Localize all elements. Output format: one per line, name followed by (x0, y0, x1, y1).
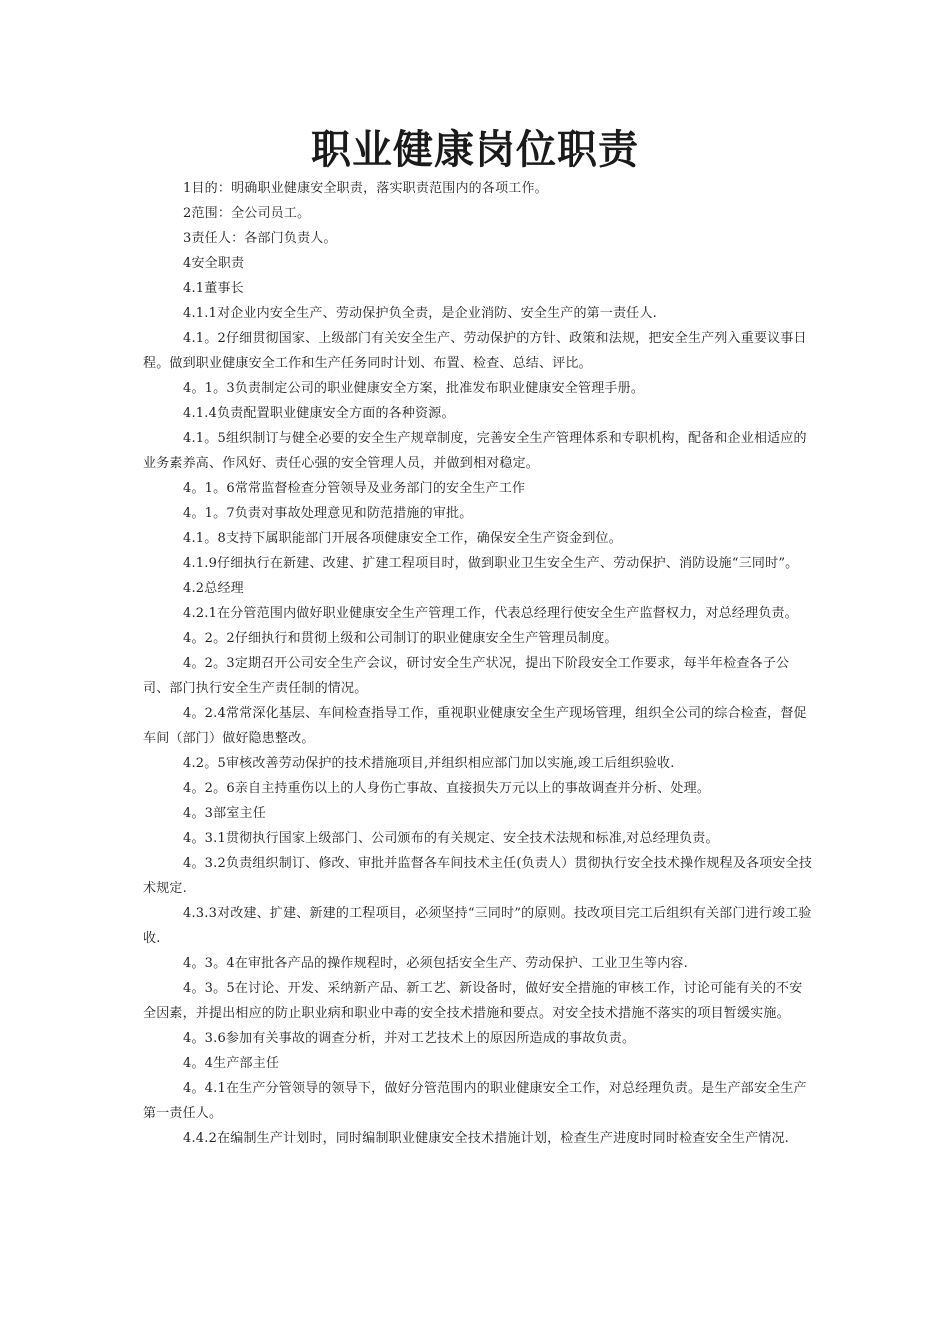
paragraph: 4。3。4在审批各产品的操作规程时，必须包括安全生产、劳动保护、工业卫生等内容. (183, 956, 688, 971)
paragraph: 4。4生产部主任 (183, 1056, 280, 1071)
paragraph: 4。2。2仔细执行和贯彻上级和公司制订的职业健康安全生产管理员制度。 (183, 631, 618, 646)
paragraph: 4。3.6参加有关事故的调查分析，并对工艺技术上的原因所造成的事故负责。 (183, 1031, 636, 1046)
paragraph: 1目的：明确职业健康安全职责，落实职责范围内的各项工作。 (183, 181, 548, 196)
paragraph: 4.1.4负责配置职业健康安全方面的各种资源。 (183, 406, 455, 421)
paragraph: 4。1。7负责对事故处理意见和防范措施的审批。 (183, 506, 473, 521)
paragraph: 4。3部室主任 (183, 806, 266, 821)
paragraph: 4。1。3负责制定公司的职业健康安全方案，批准发布职业健康安全管理手册。 (183, 381, 645, 396)
document-title: 职业健康岗位职责 (311, 127, 639, 173)
paragraph: 4.1.1对企业内安全生产、劳动保护负全责，是企业消防、安全生产的第一责任人. (183, 306, 658, 321)
paragraph: 4.1。5组织制订与健全必要的安全生产规章制度，完善安全生产管理体系和专职机构，配备和企业相适应的业务素养高、作风好、责任心强的安全管理人员，并做到相对稳定。 (143, 431, 807, 471)
paragraph: 4.1。2仔细贯彻国家、上级部门有关安全生产、劳动保护的方针、政策和法规，把安全生产列入重要议事日程。做到职业健康安全工作和生产任务同时计划、布置、检查、总结、评比。 (143, 331, 807, 371)
paragraph: 4。3.1贯彻执行国家上级部门、公司颁布的有关规定、安全技术法规和标准,对总经理负责。 (183, 831, 719, 846)
paragraph: 4.2.1在分管范围内做好职业健康安全生产管理工作，代表总经理行使安全生产监督权力，对总经理负责。 (183, 606, 798, 621)
paragraph: 4.4.2在编制生产计划时，同时编制职业健康安全技术措施计划，检查生产进度时同时检查安全生产情况. (183, 1131, 790, 1146)
paragraph: 4.3.3对改建、扩建、新建的工程项目，必须坚持“三同时”的原则。技改项目完工后组织有关部门进行竣工验收. (143, 906, 812, 946)
paragraph: 4。2.4常常深化基层、车间检查指导工作，重视职业健康安全生产现场管理，组织全公司的综合检查，督促车间（部门）做好隐患整改。 (143, 706, 807, 746)
paragraph: 4。2。6亲自主持重伤以上的人身伤亡事故、直接损失万元以上的事故调查并分析、处理。 (183, 781, 711, 796)
paragraph: 4.1。8支持下属职能部门开展各项健康安全工作，确保安全生产资金到位。 (183, 531, 622, 546)
paragraph: 4。3.2负责组织制订、修改、审批并监督各车间技术主任(负责人）贯彻执行安全技术操作规程及各项安全技术规定. (143, 856, 813, 896)
paragraph: 4安全职责 (183, 256, 245, 271)
paragraph: 4。4.1在生产分管领导的领导下，做好分管范围内的职业健康安全工作，对总经理负责。是生产部安全生产第一责任人。 (143, 1081, 807, 1121)
paragraph: 4。2。3定期召开公司安全生产会议，研讨安全生产状况，提出下阶段安全工作要求，每半年检查各子公司、部门执行安全生产责任制的情况。 (143, 656, 790, 696)
paragraph: 4.1董事长 (183, 281, 244, 296)
paragraph: 4.2总经理 (183, 581, 244, 596)
paragraph: 4.2。5审核改善劳动保护的技术措施项目,并组织相应部门加以实施,竣工后组织验收. (183, 756, 675, 771)
paragraph: 4。3。5在讨论、开发、采纳新产品、新工艺、新设备时，做好安全措施的审核工作，讨论可能有关的不安全因素，并提出相应的防止职业病和职业中毒的安全技术措施和要点。对安全技术措施不落实的项目暂缓实施。 (143, 981, 803, 1021)
paragraph: 2范围：全公司员工。 (183, 206, 311, 221)
paragraph: 4。1。6常常监督检查分管领导及业务部门的安全生产工作 (183, 481, 526, 496)
paragraph: 3责任人：各部门负责人。 (183, 231, 337, 246)
paragraph: 4.1.9仔细执行在新建、改建、扩建工程项目时，做到职业卫生安全生产、劳动保护、消防设施“三同时”。 (183, 556, 799, 571)
document-body (143, 176, 813, 1151)
